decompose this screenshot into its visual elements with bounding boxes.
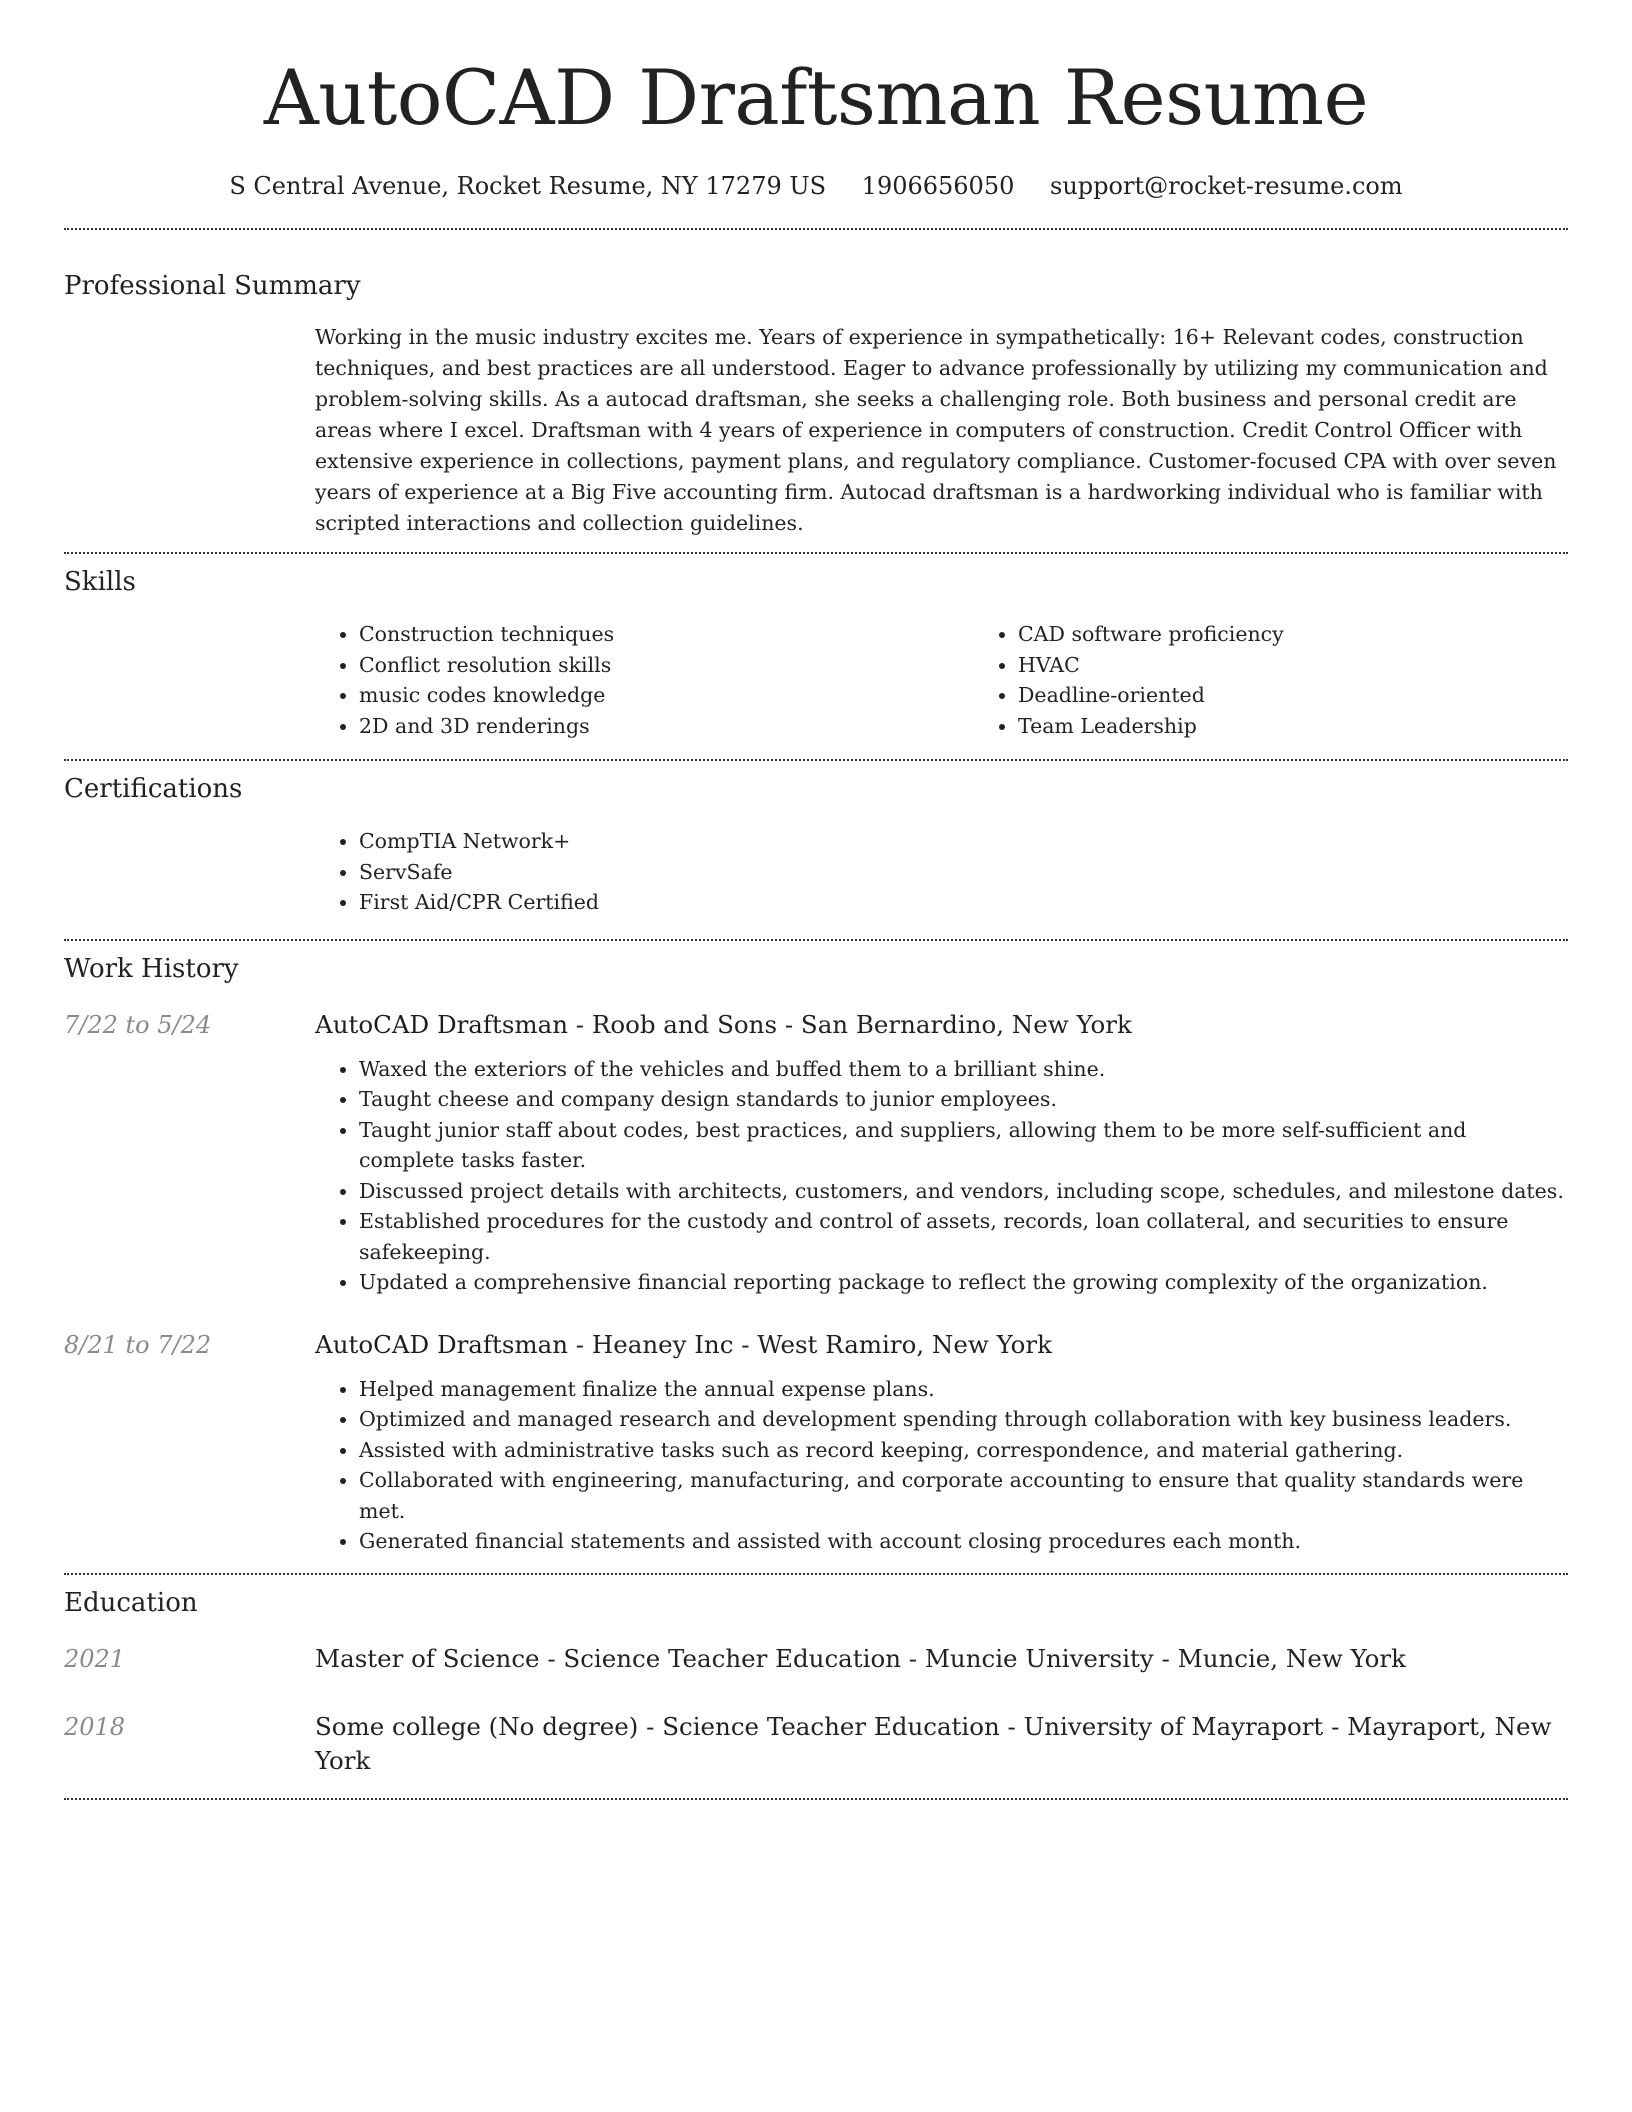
list-item: • Collaborated with engineering, manufacturing, and corporate accounting to ensure that quality standards were met.: [359, 1465, 1568, 1526]
skills-list-right: [974, 619, 1632, 741]
section-heading-work: Work History: [64, 953, 239, 984]
list-item: • Generated financial statements and assisted with account closing procedures each month.: [359, 1526, 1568, 1557]
list-item: • Assisted with administrative tasks such as record keeping, correspondence, and material gathering.: [359, 1435, 1568, 1466]
education-year: 2018: [64, 1712, 126, 1741]
education-field: Science Teacher Education: [662, 1711, 1000, 1741]
list-item: • Helped management finalize the annual expense plans.: [359, 1374, 1568, 1405]
list-item: • ServSafe: [359, 857, 1568, 888]
list-item: • Discussed project details with architects, customers, and vendors, including scope, schedules, and milestone dates.: [359, 1176, 1568, 1207]
education-school: Muncie University: [924, 1643, 1154, 1673]
list-item: • HVAC: [1018, 650, 1632, 681]
education-entry: 2018 Some college (No degree) - Science Teacher Education - University of Mayraport - Mayraport, New York: [64, 1710, 1568, 1778]
education-degree: Some college (No degree): [315, 1711, 639, 1741]
education-field: Science Teacher Education: [563, 1643, 901, 1673]
education-year: 2021: [64, 1644, 126, 1673]
contact-line: [64, 168, 1568, 204]
job-entry: [64, 1328, 1568, 1557]
list-item: • Taught junior staff about codes, best practices, and suppliers, allowing them to be more self-sufficient and complete tasks faster.: [359, 1115, 1568, 1176]
summary-section: [64, 269, 1568, 539]
section-heading-education: Education: [64, 1587, 198, 1618]
section-heading-skills: Skills: [64, 567, 136, 597]
education-location: Muncie, New York: [1177, 1643, 1406, 1673]
job-title: AutoCAD Draftsman: [315, 1329, 569, 1359]
job-heading: AutoCAD Draftsman - Heaney Inc - West Ramiro, New York: [315, 1329, 1052, 1359]
list-item: • CAD software proficiency: [1018, 619, 1632, 650]
list-item: • Team Leadership: [1018, 711, 1632, 742]
education-degree: Master of Science: [315, 1643, 540, 1673]
certifications-list: [315, 826, 1568, 918]
list-item: • music codes knowledge: [359, 680, 974, 711]
job-company: Roob and Sons: [591, 1009, 778, 1039]
job-entry: [64, 1008, 1568, 1298]
work-history-section: [64, 952, 1568, 1557]
divider: [64, 552, 1568, 554]
job-location: San Bernardino, New York: [800, 1009, 1132, 1039]
divider: [64, 228, 1568, 230]
divider: [64, 939, 1568, 941]
list-item: • Waxed the exteriors of the vehicles and buffed them to a brilliant shine.: [359, 1054, 1568, 1085]
job-bullets: [315, 1054, 1568, 1298]
job-bullets: [315, 1374, 1568, 1557]
divider: [64, 1573, 1568, 1575]
list-item: • 2D and 3D renderings: [359, 711, 974, 742]
job-dates: 7/22 to 5/24: [64, 1010, 212, 1039]
certifications-section: [64, 772, 1568, 918]
list-item: • Construction techniques: [359, 619, 974, 650]
contact-address: S Central Avenue, Rocket Resume, NY 17279 US: [229, 172, 827, 200]
education-school: University of Mayraport: [1023, 1711, 1324, 1741]
divider: [64, 759, 1568, 761]
skills-section: [64, 565, 1568, 741]
job-title: AutoCAD Draftsman: [315, 1009, 569, 1039]
list-item: • Deadline-oriented: [1018, 680, 1632, 711]
list-item: • Conflict resolution skills: [359, 650, 974, 681]
resume-title: AutoCAD Draftsman Resume: [263, 53, 1369, 142]
skills-list-left: [315, 619, 974, 741]
resume-page: [64, 0, 1568, 1800]
job-company: Heaney Inc: [591, 1329, 734, 1359]
job-dates: 8/21 to 7/22: [64, 1330, 212, 1359]
list-item: • Optimized and managed research and development spending through collaboration with key business leaders.: [359, 1404, 1568, 1435]
list-item: • Established procedures for the custody and control of assets, records, loan collateral, and securities to ensure safekeeping.: [359, 1206, 1568, 1267]
job-location: West Ramiro, New York: [757, 1329, 1052, 1359]
list-item: • CompTIA Network+: [359, 826, 1568, 857]
divider: [64, 1798, 1568, 1800]
contact-email: support@rocket-resume.com: [1050, 172, 1403, 200]
section-heading-summary: Professional Summary: [64, 271, 361, 301]
contact-phone: 1906656050: [861, 172, 1015, 200]
education-location: Mayraport, New York: [315, 1711, 1552, 1775]
list-item: • Updated a comprehensive financial reporting package to reflect the growing complexity of the organization.: [359, 1267, 1568, 1298]
list-item: • Taught cheese and company design standards to junior employees.: [359, 1084, 1568, 1115]
section-heading-certifications: Certifications: [64, 774, 243, 804]
education-entry: 2021 Master of Science - Science Teacher Education - Muncie University - Muncie, New York: [64, 1642, 1568, 1676]
education-section: [64, 1586, 1568, 1778]
job-heading: AutoCAD Draftsman - Roob and Sons - San Bernardino, New York: [315, 1009, 1132, 1039]
summary-text: Working in the music industry excites me. Years of experience in sympathetically: 16+ Relevant codes, construction techniques, and best practices are all understood. Eager to advance professionally by utilizing my communication and problem-solving skills. As a autocad draftsman, she seeks a challenging role. Both business and personal credit are areas where I excel. Draftsman with 4 years of experience in computers of construction. Credit Control Officer with extensive experience in collections, payment plans, and regulatory compliance. Customer-focused CPA with over seven years of experience at a Big Five accounting firm. Autocad draftsman is a hardworking individual who is familiar with scripted interactions and collection guidelines.: [315, 325, 1557, 535]
list-item: • First Aid/CPR Certified: [359, 887, 1568, 918]
